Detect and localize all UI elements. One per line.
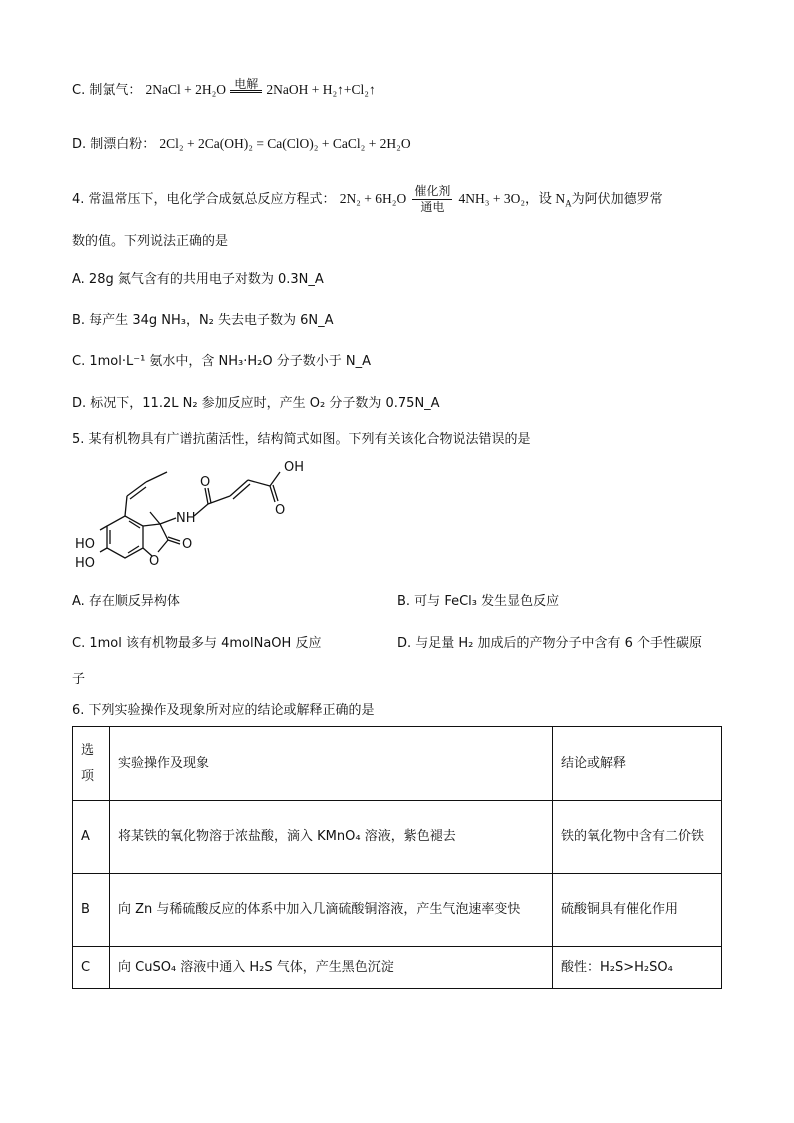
table-row [73,801,722,874]
row-conclusion: 酸性：H₂S>H₂SO₄ [553,947,722,989]
equation-left: 2NaCl + 2H₂O [145,82,227,97]
q4-option-d: D. 标况下，11.2L N₂ 参加反应时，产生 O₂ 分子数为 0.75N_A [72,396,440,411]
q5-option-b: B. 可与 FeCl₃ 发生显色反应 [397,594,560,609]
experiment-table [72,726,722,989]
electricity-label: 通电 [420,200,445,214]
q4-stem [72,184,663,215]
row-conclusion: 硫酸铜具有催化作用 [553,874,722,947]
row-operation: 将某铁的氧化物溶于浓盐酸，滴入 KMnO₄ 溶液，紫色褪去 [110,801,553,874]
row-conclusion: 铁的氧化物中含有二价铁 [553,801,722,874]
equation-left: 2N₂ + 6H₂O [339,191,407,206]
option-label: D. 制漂白粉： [72,137,156,152]
reaction-condition [412,184,452,215]
header-operation: 实验操作及现象 [110,727,553,801]
q5-option-d-cont: 子 [72,672,86,687]
q4-option-a: A. 28g 氮气含有的共用电子对数为 0.3N_A [72,272,324,287]
option-label: C. 制氯气： [72,83,142,98]
na-subscript: A [565,198,572,209]
condition-label: 电解 [234,77,259,91]
q4-option-b: B. 每产生 34g NH₃，N₂ 失去电子数为 6N_A [72,313,334,328]
q5-option-a: A. 存在顺反异构体 [72,594,180,609]
table-header-row [73,727,722,801]
benzene-ring [107,516,143,558]
q5-stem: 5. 某有机物具有广谱抗菌活性，结构简式如图。下列有关该化合物说法错误的是 [72,432,531,447]
stem-prefix: 4. 常温常压下，电化学合成氨总反应方程式： [72,192,336,207]
ho-lower-label: HO [75,556,96,571]
amide-o-label: O [200,475,211,490]
acid-o-label: O [275,503,286,518]
equation: 2Cl₂ + 2Ca(OH)₂ = Ca(ClO)₂ + CaCl₂ + 2H₂O [159,136,411,151]
header-option: 选项 [73,727,110,801]
stem-suffix: 为阿伏加德罗常 [571,192,663,207]
acid-oh-label: OH [284,460,305,475]
q3-option-d [72,134,411,155]
nh-label: NH [176,511,196,526]
q4-option-c: C. 1mol·L⁻¹ 氨水中，含 NH₃·H₂O 分子数小于 N_A [72,354,372,369]
molecule-structure [70,456,330,581]
q3-option-c [72,77,376,101]
q6-stem: 6. 下列实验操作及现象所对应的结论或解释正确的是 [72,703,375,718]
lactone-o-label: O [149,554,160,569]
row-operation: 向 Zn 与稀硫酸反应的体系中加入几滴硫酸铜溶液，产生气泡速率变快 [110,874,553,947]
row-option: A [73,801,110,874]
q5-option-c: C. 1mol 该有机物最多与 4molNaOH 反应 [72,636,322,651]
electrolysis-condition [230,77,262,101]
q4-stem-line2: 数的值。下列说法正确的是 [72,234,229,249]
table-row [73,874,722,947]
catalyst-label: 催化剂 [414,184,451,198]
row-option: B [73,874,110,947]
carbonyl-o-label: O [182,537,193,552]
q5-option-d: D. 与足量 H₂ 加成后的产物分子中含有 6 个手性碳原 [397,636,703,651]
equation-right: 2NaOH + H₂↑+Cl₂↑ [266,82,376,97]
equation-right: 4NH₃ + 3O₂，设 N [458,191,566,206]
row-option: C [73,947,110,989]
header-conclusion: 结论或解释 [553,727,722,801]
table-row [73,947,722,989]
row-operation: 向 CuSO₄ 溶液中通入 H₂S 气体，产生黑色沉淀 [110,947,553,989]
ho-upper-label: HO [75,537,96,552]
